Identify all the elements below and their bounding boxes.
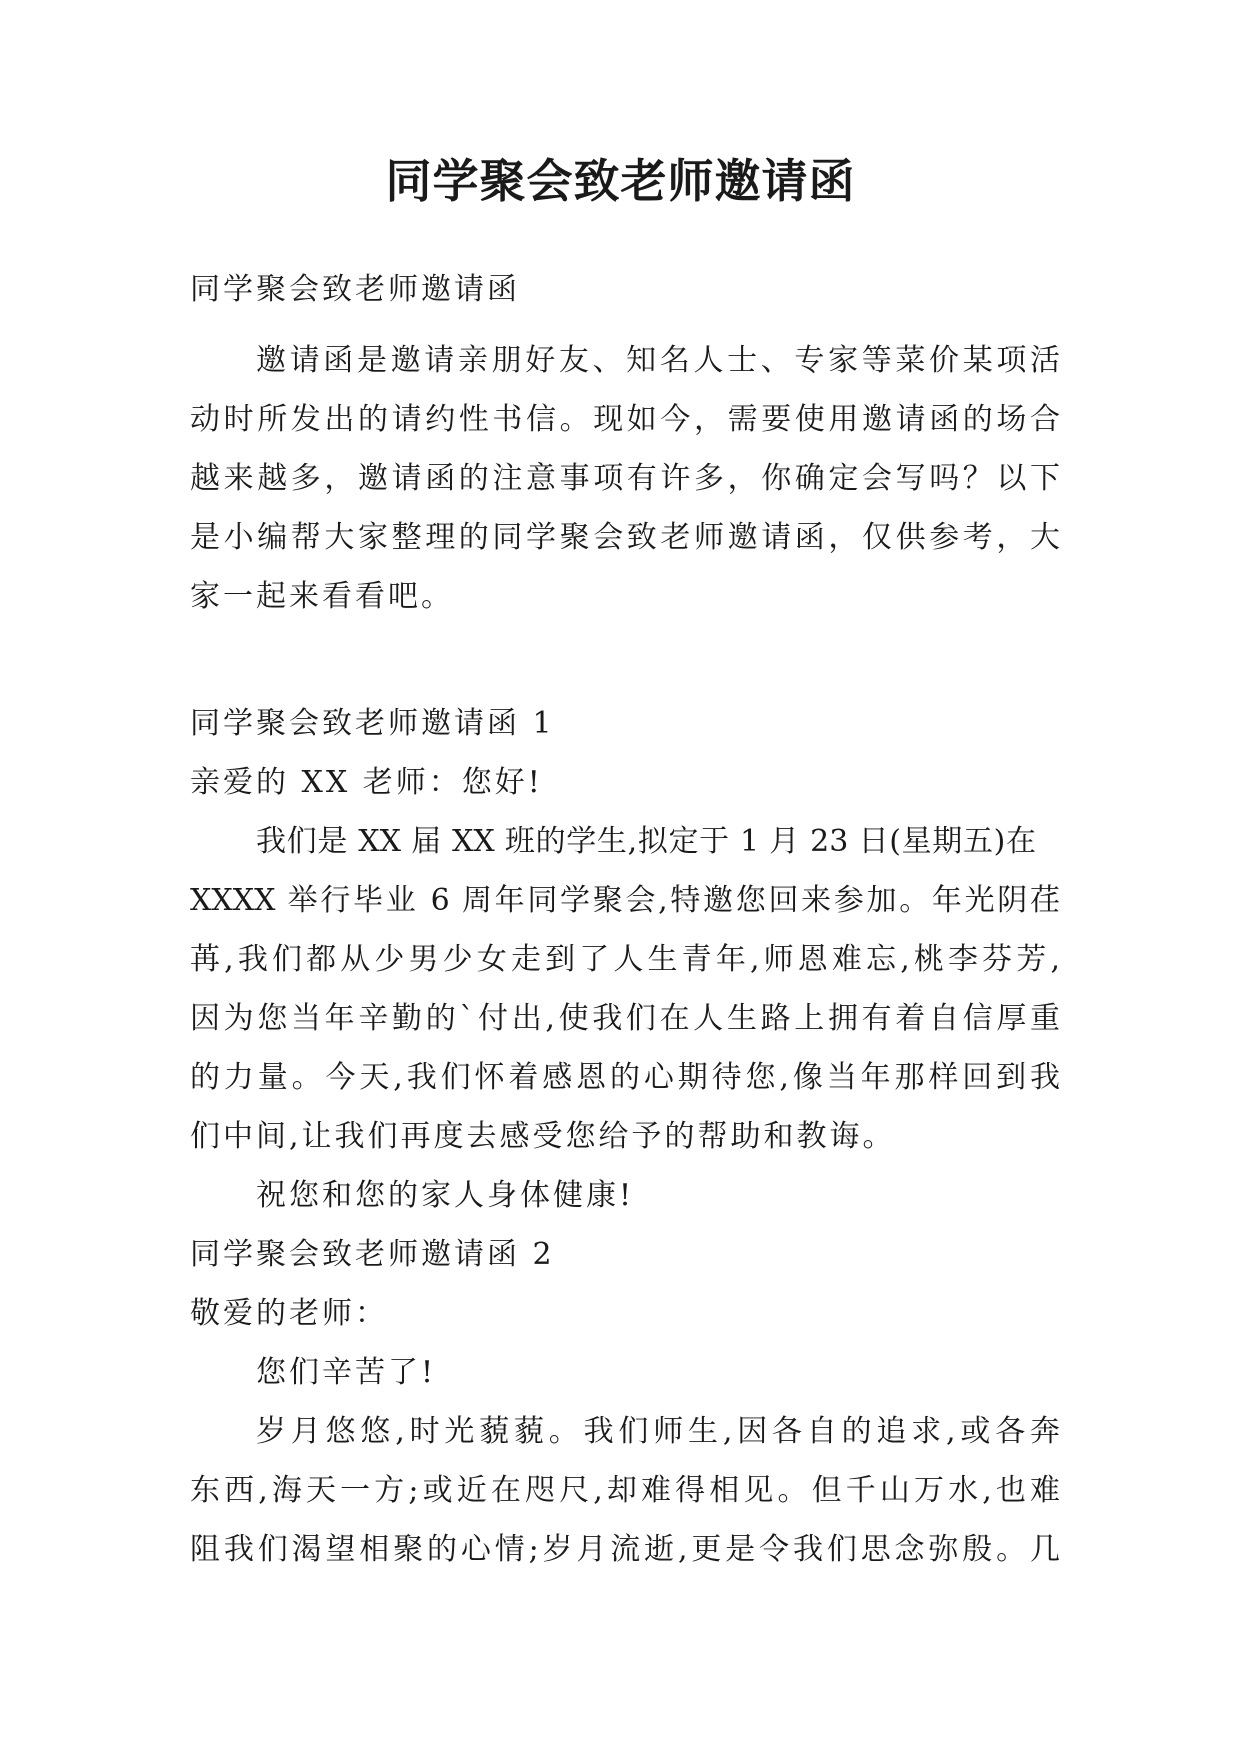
salutation: 敬爱的老师： xyxy=(190,1296,388,1331)
section-heading: 同学聚会致老师邀请函 1 xyxy=(190,706,555,741)
text-line: 邀请函是邀请亲朋好友、知名人士、专家等菜价某项活 xyxy=(256,343,1060,378)
text-line: 越来越多，邀请函的注意事项有许多，你确定会写吗？以下 xyxy=(190,461,1060,496)
section-heading: 同学聚会致老师邀请函 2 xyxy=(190,1237,555,1272)
text-line: 家一起来看看吧。 xyxy=(190,579,454,614)
text-line: 东西,海天一方;或近在咫尺,却难得相见。但千山万水,也难 xyxy=(190,1473,1060,1508)
document-title: 同学聚会致老师邀请函 xyxy=(385,154,856,208)
text-line: XXXX 举行毕业 6 周年同学聚会,特邀您回来参加。年光阴荏 xyxy=(190,883,1060,918)
text-line: 我们是 XX 届 XX 班的学生,拟定于 1 月 23 日(星期五)在 xyxy=(256,824,1036,859)
text-line: 岁月悠悠,时光藐藐。我们师生,因各自的追求,或各奔 xyxy=(256,1414,1060,1449)
text-line: 阻我们渴望相聚的心情;岁月流逝,更是令我们思念弥殷。几 xyxy=(190,1532,1060,1567)
text-line: 您们辛苦了! xyxy=(256,1355,437,1390)
text-line: 们中间,让我们再度去感受您给予的帮助和教诲。 xyxy=(190,1119,896,1154)
closing-wish: 祝您和您的家人身体健康! xyxy=(256,1178,635,1213)
text-line: 动时所发出的请约性书信。现如今，需要使用邀请函的场合 xyxy=(190,402,1060,437)
text-line: 的力量。今天,我们怀着感恩的心期待您,像当年那样回到我 xyxy=(190,1060,1060,1095)
text-line: 因为您当年辛勤的`付出,使我们在人生路上拥有着自信厚重 xyxy=(190,1001,1060,1036)
text-line: 是小编帮大家整理的同学聚会致老师邀请函，仅供参考，大 xyxy=(190,520,1060,555)
salutation: 亲爱的 XX 老师：您好! xyxy=(190,765,543,800)
text-line-subtitle: 同学聚会致老师邀请函 xyxy=(190,272,520,307)
text-line: 苒,我们都从少男少女走到了人生青年,师恩难忘,桃李芬芳, xyxy=(190,942,1060,977)
